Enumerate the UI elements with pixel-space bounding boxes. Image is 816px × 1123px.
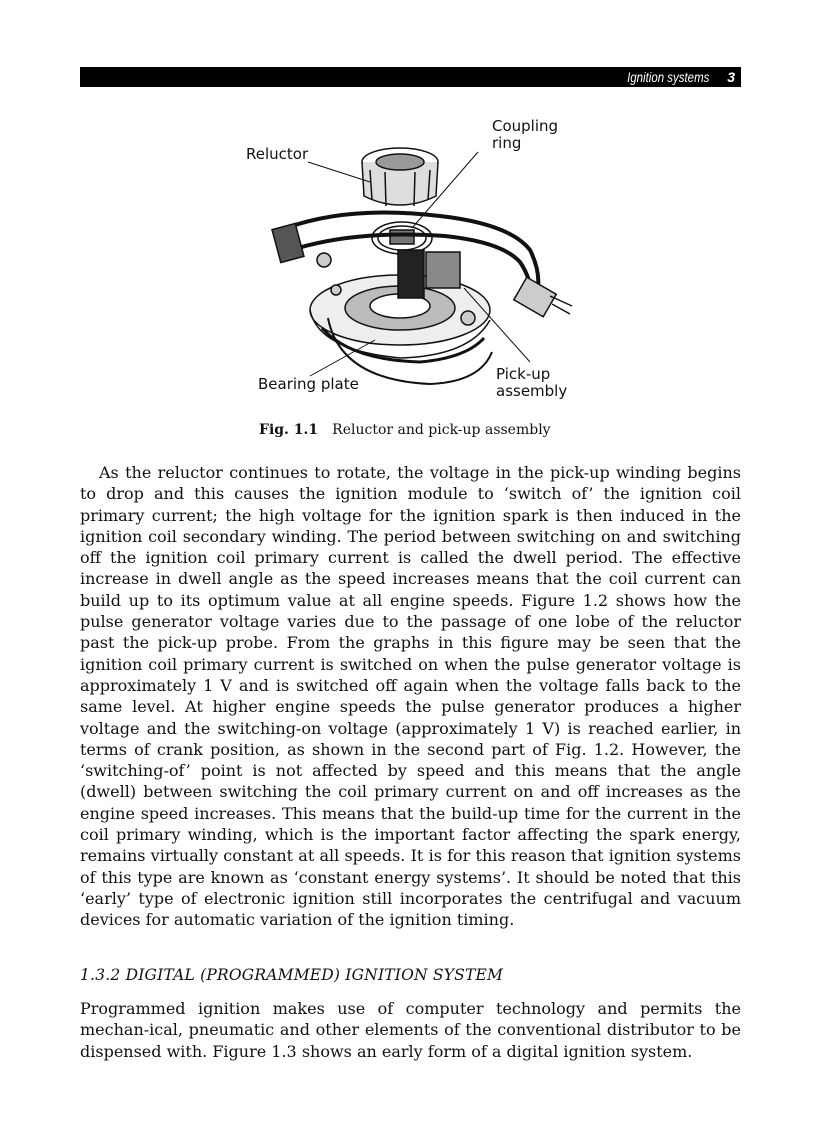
section-heading: 1.3.2 DIGITAL (PROGRAMMED) IGNITION SYSTEM (80, 966, 504, 984)
label-bearing-plate: Bearing plate (258, 375, 359, 393)
figure-caption-text: Reluctor and pick-up assembly (332, 422, 551, 438)
body-paragraph-2: Programmed ignition makes use of computer technology and permits the mechan-ical, pneumatic and other elements of the conventional distributor to be dispensed with. Figure 1.3 shows an early form of a digital ignition system. (80, 999, 741, 1061)
figure-reluctor-pickup (240, 110, 590, 415)
label-reluctor: Reluctor (246, 145, 309, 163)
figure-number: Fig. 1.1 (259, 422, 319, 438)
label-coupling-ring: Coupling ring (492, 117, 559, 152)
page-number: 3 (727, 69, 735, 85)
label-pickup-assembly: Pick-up assembly (496, 365, 568, 400)
running-header (80, 67, 741, 87)
running-title: Ignition systems (626, 69, 709, 85)
figure-caption (259, 422, 551, 438)
body-paragraph-1: As the reluctor continues to rotate, the voltage in the pick-up winding begins to drop and this causes the ignition module to ‘switch of’ the ignition coil primary current; the high voltage for the ignition spark is then induced in the ignition coil secondary winding. The period between switching on and switching off the ignition coil primary current is called the dwell period. The effective increase in dwell angle as the speed increases means that the coil current can build up to its optimum value at all engine speeds. Figure 1.2 shows how the pulse generator voltage varies due to the passage of one lobe of the reluctor past the pick-up probe. From the graphs in this figure may be seen that the ignition coil primary current is switched on when the pulse generator voltage is approximately 1 V and is switched off again when the voltage falls back to the same level. At higher engine speeds the pulse generator produces a higher voltage and the switching-on voltage (approximately 1 V) is reached earlier, in terms of crank position, as shown in the second part of Fig. 1.2. However, the ‘switching-of’ point is not affected by speed and this means that the angle (dwell) between switching the coil primary current on and off increases as the engine speed increases. This means that the build-up time for the current in the coil primary winding, which is the important factor affecting the spark energy, remains virtually constant at all speeds. It is for this reason that ignition systems of this type are known as ‘constant energy systems’. It should be noted that this ‘early’ type of electronic ignition still incorporates the centrifugal and vacuum devices for automatic variation of the ignition timing. (80, 463, 741, 930)
